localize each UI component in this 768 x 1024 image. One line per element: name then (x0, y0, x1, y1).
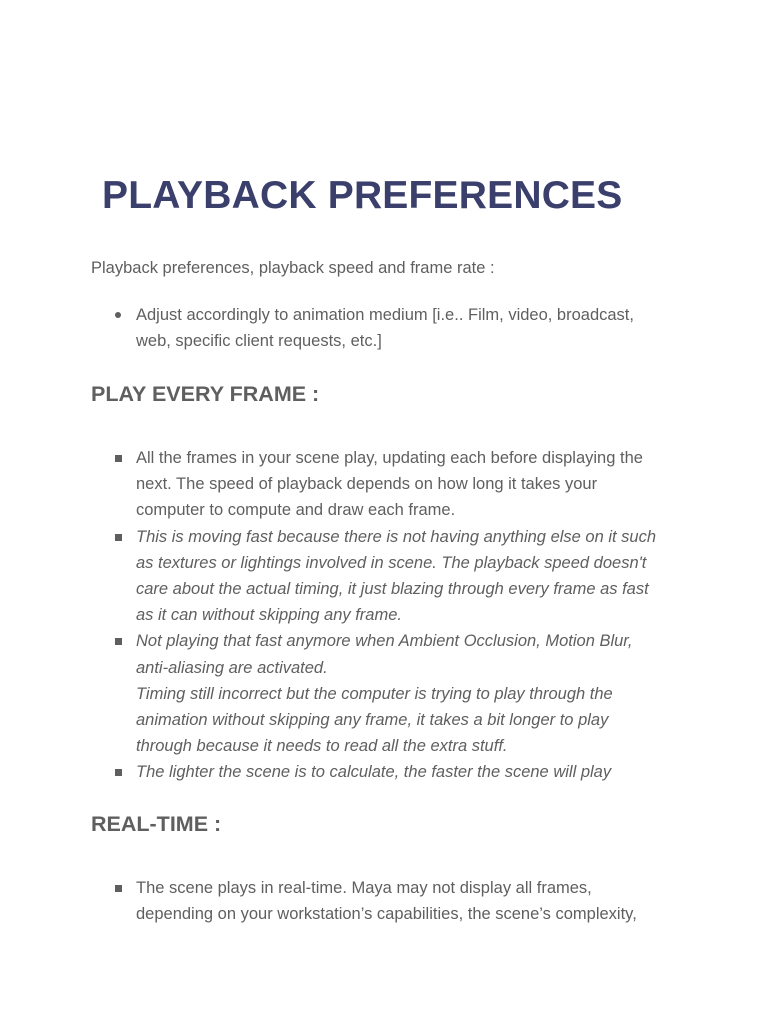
list-item-line: care about the actual timing, it just blazing through every frame as fast (136, 580, 649, 599)
list-item (112, 628, 682, 759)
bullet-square-icon (115, 769, 122, 776)
page-title: PLAYBACK PREFERENCES (102, 174, 623, 217)
list-item (112, 875, 682, 927)
list-item-line: animation without skipping any frame, it takes a bit longer to play (136, 711, 609, 730)
bullet-square-icon (115, 455, 122, 462)
list-item-line: web, specific client requests, etc.] (136, 332, 382, 351)
intro-paragraph: Playback preferences, playback speed and frame rate : (91, 259, 495, 277)
list-item-line: Adjust accordingly to animation medium [i.e.. Film, video, broadcast, (136, 306, 634, 324)
list-item-line: Not playing that fast anymore when Ambient Occlusion, Motion Blur, (136, 632, 633, 651)
list-item (112, 445, 682, 524)
section-heading-real-time: REAL-TIME : (91, 812, 222, 836)
list-item-line: Timing still incorrect but the computer is trying to play through the (136, 684, 613, 703)
list-item (112, 524, 682, 629)
list-item-line: computer to compute and draw each frame. (136, 501, 456, 520)
list-item (112, 302, 682, 354)
list-item-line: as it can without skipping any frame. (136, 606, 402, 625)
bullet-square-icon (115, 534, 122, 541)
real-time-list (112, 875, 682, 927)
play-every-frame-list (112, 445, 682, 786)
list-item-line: All the frames in your scene play, updating each before displaying the (136, 449, 643, 467)
intro-list (112, 302, 682, 354)
bullet-square-icon (115, 638, 122, 645)
list-item (112, 759, 682, 785)
list-item-line: The lighter the scene is to calculate, the faster the scene will play (136, 763, 612, 782)
list-item-line: next. The speed of playback depends on how long it takes your (136, 475, 598, 494)
list-item-line: anti-aliasing are activated. (136, 658, 328, 677)
list-item-line: The scene plays in real-time. Maya may not display all frames, (136, 879, 592, 897)
list-item-line: This is moving fast because there is not having anything else on it such (136, 527, 657, 546)
list-item-line: as textures or lightings involved in scene. The playback speed doesn't (136, 553, 647, 572)
list-item-line: through because it needs to read all the extra stuff. (136, 737, 508, 756)
list-item-line: depending on your workstation’s capabilities, the scene’s complexity, (136, 905, 637, 924)
section-heading-play-every-frame: PLAY EVERY FRAME : (91, 382, 320, 406)
bullet-square-icon (115, 885, 122, 892)
bullet-disc-icon (115, 312, 121, 318)
